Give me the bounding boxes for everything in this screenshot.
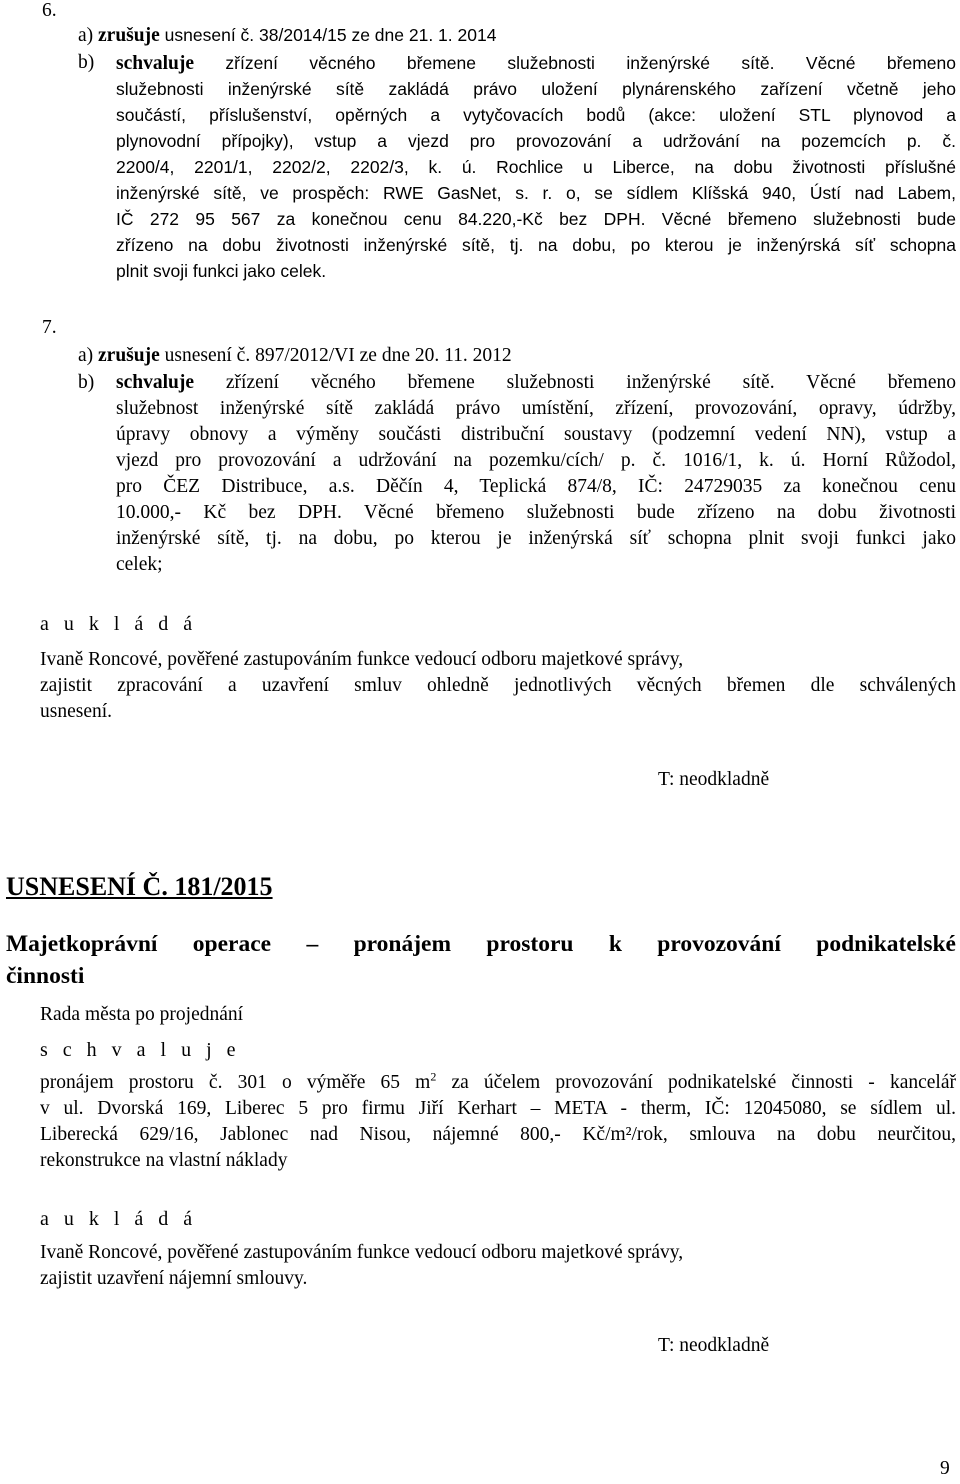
item-6a-letter: a)	[78, 25, 94, 46]
resolution-subject	[6, 928, 956, 992]
item-7a	[78, 343, 512, 369]
item-7b-line-6: 10.000,- Kč bez DPH. Věcné břemeno služebnosti bude zřízeno na dobu životnosti	[116, 502, 956, 523]
item-7a-verb: zrušuje	[98, 345, 160, 366]
approves-line-4: rekonstrukce na vlastní náklady	[40, 1150, 288, 1171]
item-6b-line-2: služebnosti inženýrské sítě zakládá právo uložení plynárenského zařízení včetně jeho	[116, 79, 956, 99]
item-6b-line-1: schvaluje zřízení věcného břemene služebnosti inženýrské sítě. Věcné břemeno	[116, 53, 956, 74]
item-7b-line-5: pro ČEZ Distribuce, a.s. Děčín 4, Teplická 874/8, IČ: 24729035 za konečnou cenu	[116, 476, 956, 497]
item-6b-verb: schvaluje	[116, 53, 194, 74]
item-7b-line-4: vjezd pro provozování a udržování na pozemku/cích/ p. č. 1016/1, k. ú. Horní Růžodol,	[116, 450, 956, 471]
approves-heading: s c h v a l u j e	[40, 1039, 241, 1061]
resolution-subject-line-2: činnosti	[6, 963, 85, 989]
item-7b-verb: schvaluje	[116, 372, 194, 393]
item-6-number: 6.	[42, 0, 57, 21]
ukladá-body-1	[40, 647, 956, 725]
item-7b-line-7: inženýrské sítě, tj. na dobu, po kterou je inženýrská síť schopna plnit svoji funkci jako	[116, 528, 956, 549]
resolution-intro: Rada města po projednání	[40, 1004, 244, 1025]
item-6a-verb: zrušuje	[98, 25, 160, 46]
orders-body	[40, 1240, 956, 1292]
orders-line-2: zajistit uzavření nájemní smlouvy.	[40, 1268, 308, 1289]
item-7-number: 7.	[42, 317, 57, 338]
item-6b-letter: b)	[78, 52, 95, 73]
ukladá-1-line-3: usnesení.	[40, 701, 113, 722]
deadline-2: T: neodkladně	[658, 1335, 770, 1356]
item-7a-letter: a)	[78, 345, 94, 366]
item-7b-line-8: celek;	[116, 554, 163, 575]
item-6b-line-4: plynovodní přípojky), vstup a vjezd pro provozování a udržování na pozemcích p. č.	[116, 131, 956, 151]
page-number: 9	[940, 1458, 950, 1479]
approves-line-1: pronájem prostoru č. 301 o výměře 65 $m^2$ za účelem provozování podnikatelské činnosti - kancelář	[40, 1069, 956, 1093]
item-7a-text: usnesení č. 897/2012/VI ze dne 20. 11. 2012	[164, 345, 512, 366]
orders-line-1: Ivaně Roncové, pověřené zastupováním funkce vedoucí odboru majetkové správy,	[40, 1242, 684, 1263]
item-7b-line-2: služebnost inženýrské sítě zakládá právo umístění, zřízení, provozování, opravy, údržby,	[116, 398, 956, 419]
item-6a-text: usnesení č. 38/2014/15 ze dne 21. 1. 2014	[164, 25, 497, 45]
ukladá-1-line-1: Ivaně Roncové, pověřené zastupováním funkce vedoucí odboru majetkové správy,	[40, 649, 684, 670]
item-6b-line-5: 2200/4, 2201/1, 2202/2, 2202/3, k. ú. Rochlice u Liberce, na dobu životnosti příslušné	[116, 157, 956, 177]
resolution-title: USNESENÍ Č. 181/2015	[6, 872, 273, 901]
item-6b-body	[116, 50, 956, 284]
deadline-1: T: neodkladně	[658, 769, 770, 790]
item-7b-line-1: schvaluje zřízení věcného břemene služebnosti inženýrské sítě. Věcné břemeno	[116, 372, 957, 393]
item-7b-body	[116, 370, 956, 578]
item-6b-line-7: IČ 272 95 567 za konečnou cenu 84.220,-Kč bez DPH. Věcné břemeno služebnosti bude	[116, 209, 956, 229]
item-6b-line-9: plnit svoji funkci jako celek.	[116, 261, 327, 281]
approves-line-3: Liberecká 629/16, Jablonec nad Nisou, nájemné 800,- Kč/m²/rok, smlouva na dobu neurčitou,	[40, 1124, 956, 1145]
ukladá-heading-1: a u k l á d á	[40, 613, 198, 635]
orders-heading: a u k l á d á	[40, 1208, 198, 1230]
ukladá-1-line-2: zajistit zpracování a uzavření smluv ohledně jednotlivých věcných břemen dle schválených	[40, 675, 956, 696]
item-6a	[78, 22, 496, 49]
item-7b-line-3: úpravy obnovy a výměny součásti distribuční soustavy (podzemní vedení NN), vstup a	[116, 424, 956, 445]
item-7b-letter: b)	[78, 372, 95, 393]
item-6b-line-8: zřízeno na dobu životnosti inženýrské sítě, tj. na dobu, po kterou je inženýrská síť schopna	[116, 235, 956, 255]
item-6b-line-3: součástí, příslušenství, opěrných a vytyčovacích bodů (akce: uložení STL plynovod a	[116, 105, 956, 125]
item-6b-line-6: inženýrské sítě, ve prospěch: RWE GasNet, s. r. o, se sídlem Klíšská 940, Ústí nad Labem,	[116, 183, 956, 203]
approves-body	[40, 1070, 956, 1174]
superscript-2: 2	[430, 1069, 437, 1084]
approves-line-2: v ul. Dvorská 169, Liberec 5 pro firmu Jiří Kerhart – META - therm, IČ: 12045080, se sídlem ul.	[40, 1098, 956, 1119]
resolution-subject-line-1: Majetkoprávní operace – pronájem prostoru k provozování podnikatelské	[6, 931, 956, 957]
